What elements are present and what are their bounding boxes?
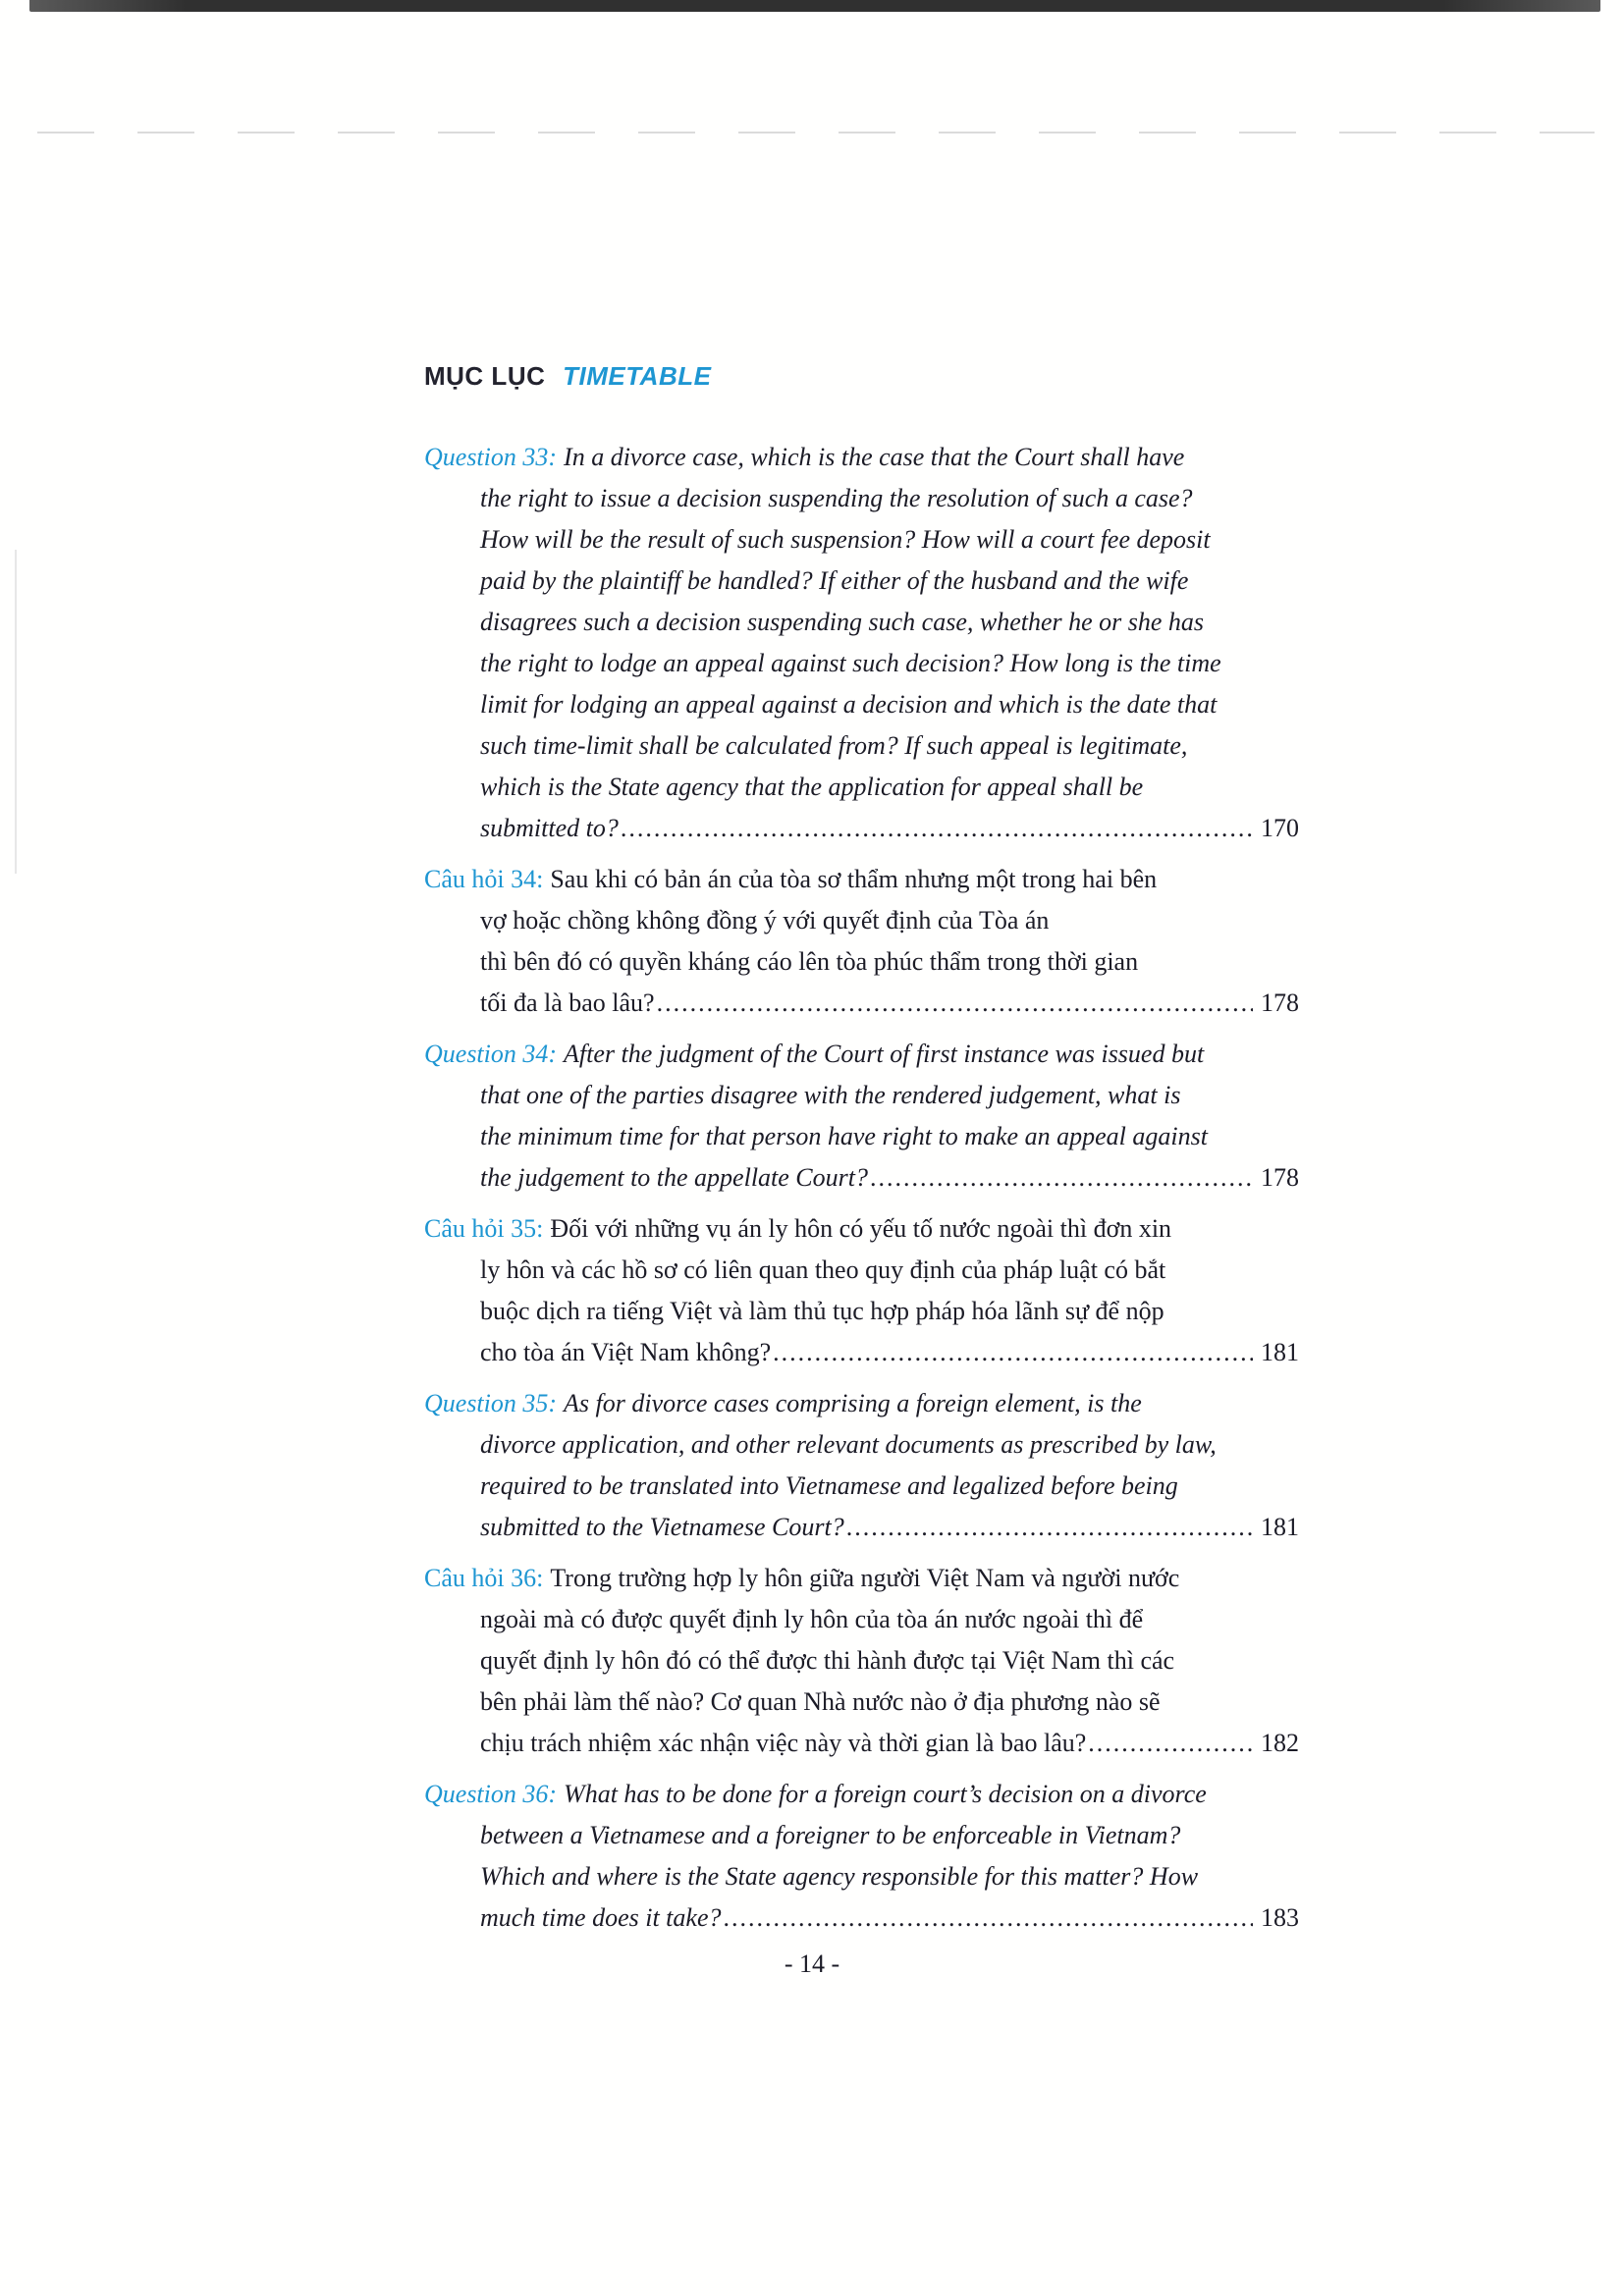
entry-line (480, 1250, 1299, 1291)
entry-line (480, 1424, 1299, 1466)
entry-label: Câu hỏi 34: (424, 865, 544, 893)
page-fold-dashed-line (37, 132, 1595, 133)
entry-text: divorce application, and other relevant documents as prescribed by law, (480, 1430, 1217, 1459)
entry-line (480, 725, 1299, 767)
entry-line (480, 478, 1299, 519)
dot-leader (870, 1157, 1253, 1199)
entry-line (480, 1599, 1299, 1640)
entry-page-number: 170 (1261, 814, 1299, 842)
dot-leader (724, 1897, 1254, 1939)
entry-page-number: 178 (1261, 1163, 1299, 1192)
entry-label: Question 35: (424, 1389, 558, 1417)
page-number-footer: - 14 - (784, 1949, 840, 1978)
toc-entry (424, 1774, 1299, 1939)
dot-leader (621, 808, 1253, 849)
entry-line (480, 519, 1299, 561)
entry-text: Which and where is the State agency responsible for this matter? How (480, 1862, 1199, 1891)
entry-line (480, 1507, 1299, 1548)
entry-text: quyết định ly hôn đó có thể được thi hành được tại Việt Nam thì các (480, 1646, 1175, 1675)
page-header (424, 361, 1299, 392)
entry-line (480, 643, 1299, 684)
entry-text: How will be the result of such suspension? How will a court fee deposit (480, 525, 1211, 554)
entry-text: As for divorce cases comprising a foreign element, is the (564, 1389, 1142, 1417)
entry-text: bên phải làm thế nào? Cơ quan Nhà nước nào ở địa phương nào sẽ (480, 1687, 1161, 1716)
toc-content (424, 361, 1299, 1949)
entry-line (480, 767, 1299, 808)
entry-line (480, 900, 1299, 941)
entry-label: Question 34: (424, 1040, 558, 1068)
entry-page-number: 181 (1261, 1513, 1299, 1541)
entry-line (480, 602, 1299, 643)
entry-label: Câu hỏi 36: (424, 1564, 544, 1592)
entry-text: After the judgment of the Court of first instance was issued but (564, 1040, 1205, 1068)
dot-leader (1088, 1723, 1253, 1764)
entry-text: What has to be done for a foreign court’s decision on a divorce (564, 1780, 1207, 1808)
entry-text: much time does it take? (480, 1903, 722, 1932)
entry-text: that one of the parties disagree with the rendered judgement, what is (480, 1081, 1181, 1109)
entry-text: vợ hoặc chồng không đồng ý với quyết định của Tòa án (480, 906, 1050, 934)
entry-text: tối đa là bao lâu? (480, 988, 655, 1017)
entry-label: Câu hỏi 35: (424, 1214, 544, 1243)
entry-line (480, 1723, 1299, 1764)
entry-text: required to be translated into Vietnamese and legalized before being (480, 1471, 1178, 1500)
entry-text: ngoài mà có được quyết định ly hôn của tòa án nước ngoài thì để (480, 1605, 1144, 1633)
entry-line (424, 1383, 1299, 1424)
entry-line (480, 1856, 1299, 1897)
entry-text: ly hôn và các hồ sơ có liên quan theo quy định của pháp luật có bắt (480, 1255, 1166, 1284)
entry-text: submitted to? (480, 814, 619, 842)
entry-text: the minimum time for that person have right to make an appeal against (480, 1122, 1208, 1150)
entry-text: the judgement to the appellate Court? (480, 1163, 868, 1192)
entry-line (480, 1157, 1299, 1199)
entry-line (424, 437, 1299, 478)
entry-text: buộc dịch ra tiếng Việt và làm thủ tục hợp pháp hóa lãnh sự để nộp (480, 1297, 1164, 1325)
dot-leader (846, 1507, 1253, 1548)
entry-text: chịu trách nhiệm xác nhận việc này và thời gian là bao lâu? (480, 1729, 1087, 1757)
entry-line (424, 1034, 1299, 1075)
entry-text: paid by the plaintiff be handled? If either of the husband and the wife (480, 566, 1189, 595)
entry-line (480, 1897, 1299, 1939)
entry-line (480, 941, 1299, 983)
toc-entry (424, 1034, 1299, 1199)
entry-line (480, 1640, 1299, 1682)
entry-line (480, 983, 1299, 1024)
entry-text: which is the State agency that the application for appeal shall be (480, 773, 1144, 801)
entry-text: Đối với những vụ án ly hôn có yếu tố nước ngoài thì đơn xin (550, 1214, 1172, 1243)
toc-entry (424, 1208, 1299, 1373)
entry-label: Question 36: (424, 1780, 558, 1808)
entry-line (480, 1116, 1299, 1157)
dot-leader (657, 983, 1253, 1024)
toc-title-vietnamese: MỤC LỤC (424, 361, 546, 391)
entry-label: Question 33: (424, 443, 558, 471)
dot-leader (773, 1332, 1253, 1373)
entry-line (424, 1774, 1299, 1815)
entry-text: thì bên đó có quyền kháng cáo lên tòa phúc thẩm trong thời gian (480, 947, 1139, 976)
entry-line (480, 1466, 1299, 1507)
entry-page-number: 178 (1261, 988, 1299, 1017)
scan-edge-artifact (29, 0, 1600, 12)
entry-line (480, 684, 1299, 725)
entry-text: limit for lodging an appeal against a decision and which is the date that (480, 690, 1218, 719)
entry-line (480, 1291, 1299, 1332)
entry-line (480, 1075, 1299, 1116)
entry-text: submitted to the Vietnamese Court? (480, 1513, 844, 1541)
entry-line (480, 1815, 1299, 1856)
entry-text: the right to issue a decision suspending the resolution of such a case? (480, 484, 1193, 512)
entry-line (424, 1558, 1299, 1599)
scan-left-edge-artifact (15, 550, 17, 874)
entry-text: In a divorce case, which is the case that the Court shall have (564, 443, 1185, 471)
entry-text: disagrees such a decision suspending such case, whether he or she has (480, 608, 1205, 636)
toc-entry (424, 1558, 1299, 1764)
entry-line (480, 1332, 1299, 1373)
toc-title-english: TIMETABLE (563, 361, 712, 391)
entry-text: cho tòa án Việt Nam không? (480, 1338, 772, 1366)
entry-page-number: 183 (1261, 1903, 1299, 1932)
entry-line (424, 859, 1299, 900)
toc-entry (424, 859, 1299, 1024)
entry-text: Sau khi có bản án của tòa sơ thẩm nhưng một trong hai bên (550, 865, 1158, 893)
toc-entry (424, 437, 1299, 849)
entry-line (480, 808, 1299, 849)
entry-text: Trong trường hợp ly hôn giữa người Việt Nam và người nước (550, 1564, 1180, 1592)
entry-line (480, 561, 1299, 602)
entry-text: the right to lodge an appeal against such decision? How long is the time (480, 649, 1221, 677)
toc-entries (424, 437, 1299, 1939)
entry-text: such time-limit shall be calculated from? If such appeal is legitimate, (480, 731, 1188, 760)
entry-page-number: 182 (1261, 1729, 1299, 1757)
entry-line (424, 1208, 1299, 1250)
entry-text: between a Vietnamese and a foreigner to be enforceable in Vietnam? (480, 1821, 1181, 1849)
entry-line (480, 1682, 1299, 1723)
toc-entry (424, 1383, 1299, 1548)
entry-page-number: 181 (1261, 1338, 1299, 1366)
